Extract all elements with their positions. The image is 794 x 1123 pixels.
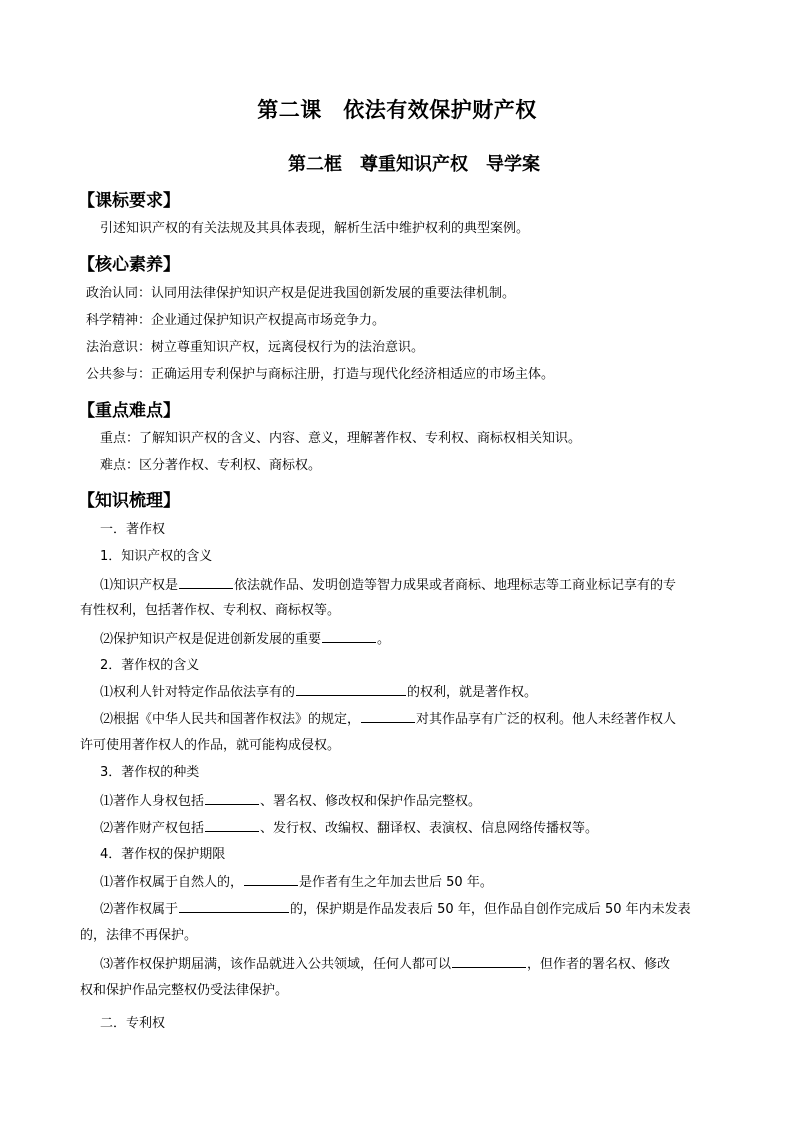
blank-field[interactable] [244, 872, 298, 886]
core-literacy-item: 科学精神：企业通过保护知识产权提高市场竞争力。 [86, 313, 386, 328]
blank-field[interactable] [179, 575, 233, 589]
subheading: 3．著作权的种类 [100, 765, 200, 780]
fill-blank-line: ⑴著作权属于自然人的， 是作者有生之年加去世后 50 年。 [100, 872, 750, 893]
standards-text: 引述知识产权的有关法规及其具体表现，解析生活中维护权利的典型案例。 [100, 221, 530, 236]
subheading: 2．著作权的含义 [100, 658, 200, 673]
part-heading-patent: 二．专利权 [100, 1016, 166, 1031]
blank-field[interactable] [361, 709, 415, 723]
fill-blank-line: ⑴著作人身权包括 、署名权、修改权和保护作品完整权。 [100, 791, 750, 812]
section-heading-key-points: 【重点难点】 [78, 401, 180, 421]
text-line: 许可使用著作权人的作品，就可能构成侵权。 [80, 738, 341, 753]
core-literacy-item: 政治认同：认同用法律保护知识产权是促进我国创新发展的重要法律机制。 [86, 286, 516, 301]
part-heading-copyright: 一．著作权 [100, 522, 166, 537]
text-line: 的，法律不再保护。 [80, 928, 198, 943]
text-line: 权和保护作品完整权仍受法律保护。 [80, 983, 289, 998]
section-heading-knowledge: 【知识梳理】 [78, 491, 180, 511]
section-heading-standards: 【课标要求】 [78, 191, 180, 211]
blank-field[interactable] [296, 682, 406, 696]
blank-field[interactable] [205, 791, 259, 805]
blank-field[interactable] [179, 899, 289, 913]
subheading: 4．著作权的保护期限 [100, 847, 226, 862]
page-subtitle: 第二框 尊重知识产权 导学案 [288, 154, 540, 175]
fill-blank-line: ⑴知识产权是 依法就作品、发明创造等智力成果或者商标、地理标志等工商业标记享有的专 [100, 575, 750, 596]
blank-field[interactable] [205, 818, 259, 832]
fill-blank-line: ⑵根据《中华人民共和国著作权法》的规定， 对其作品享有广泛的权利。他人未经著作权人 [100, 709, 750, 730]
fill-blank-line: ⑵著作权属于 的，保护期是作品发表后 50 年，但作品自创作完成后 50 年内未发表 [100, 899, 750, 920]
key-point-item: 重点：了解知识产权的含义、内容、意义，理解著作权、专利权、商标权相关知识。 [100, 431, 582, 446]
blank-field[interactable] [322, 629, 376, 643]
core-literacy-item: 公共参与：正确运用专利保护与商标注册，打造与现代化经济相适应的市场主体。 [86, 367, 555, 382]
fill-blank-line: ⑵保护知识产权是促进创新发展的重要 。 [100, 629, 750, 650]
fill-blank-line: ⑴权利人针对特定作品依法享有的 的权利，就是著作权。 [100, 682, 750, 703]
text-line: 有性权利，包括著作权、专利权、商标权等。 [80, 603, 341, 618]
subheading: 1．知识产权的含义 [100, 549, 213, 564]
fill-blank-line: ⑵著作财产权包括 、发行权、改编权、翻译权、表演权、信息网络传播权等。 [100, 818, 750, 839]
section-heading-core-literacy: 【核心素养】 [78, 255, 180, 275]
difficulty-item: 难点：区分著作权、专利权、商标权。 [100, 458, 322, 473]
page-title: 第二课 依法有效保护财产权 [257, 97, 537, 122]
core-literacy-item: 法治意识：树立尊重知识产权，远离侵权行为的法治意识。 [86, 340, 425, 355]
fill-blank-line: ⑶著作权保护期届满，该作品就进入公共领域，任何人都可以 ，但作者的署名权、修改 [100, 954, 750, 975]
blank-field[interactable] [452, 954, 526, 968]
